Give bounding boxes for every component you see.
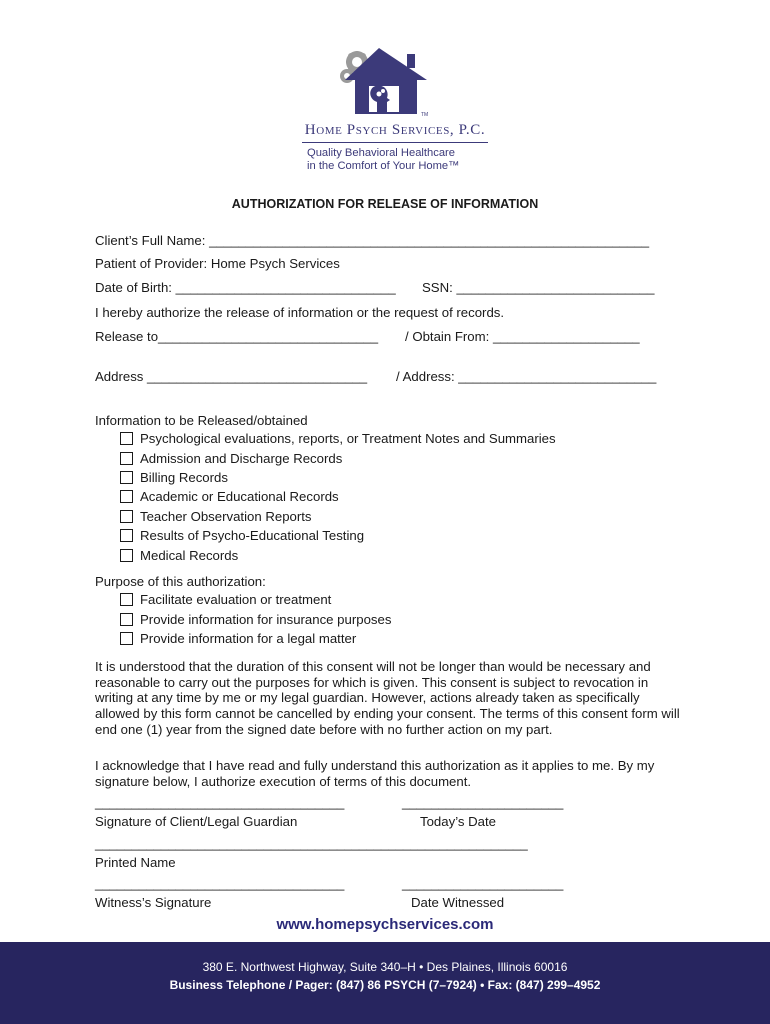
logo-divider <box>302 142 488 143</box>
printed-name-label: Printed Name <box>95 855 176 870</box>
info-item-label: Billing Records <box>140 469 228 485</box>
website-link[interactable]: www.homepsychservices.com <box>276 916 494 933</box>
info-item[interactable] <box>120 429 556 448</box>
client-signature-line[interactable]: __________________________________ <box>95 795 345 810</box>
info-item-label: Teacher Observation Reports <box>140 508 312 524</box>
info-item-label: Results of Psycho-Educational Testing <box>140 528 365 544</box>
consent-duration-paragraph: It is understood that the duration of this consent will not be longer than would be necessary and reasonable to carry out the purposes for which is given. This consent is subject to revocation in writing at any time by me or my legal guardian. However, actions already taken as specifically allowed by this form cannot be cancelled by ending your consent. The terms of this consent form will end one (1) year from the signed date before with no further action on my part. <box>95 659 680 737</box>
todays-date-line[interactable]: ______________________ <box>402 795 564 810</box>
house-gear-logo-icon <box>295 40 495 118</box>
company-name: Home Psych Services, P.C. <box>304 122 486 138</box>
date-of-birth-field[interactable]: Date of Birth: ______________________________ <box>95 280 396 295</box>
authorization-statement: I hereby authorize the release of information or the request of records. <box>95 305 505 320</box>
purpose-item[interactable] <box>120 590 391 609</box>
footer-bar <box>0 942 770 1024</box>
info-item[interactable] <box>120 448 556 467</box>
info-item[interactable] <box>120 468 556 487</box>
info-item[interactable] <box>120 526 556 545</box>
witness-signature-label: Witness’s Signature <box>95 895 212 910</box>
release-to-field[interactable]: Release to______________________________ <box>95 329 379 344</box>
trademark-mark: TM <box>421 112 429 118</box>
purpose-item-label: Provide information for a legal matter <box>140 630 357 646</box>
patient-of-provider: Patient of Provider: Home Psych Services <box>95 256 340 271</box>
checkbox[interactable] <box>120 490 133 503</box>
checkbox[interactable] <box>120 593 133 606</box>
checkbox[interactable] <box>120 432 133 445</box>
checkbox[interactable] <box>120 471 133 484</box>
purpose-item-label: Provide information for insurance purposes <box>140 611 392 627</box>
checkbox[interactable] <box>120 529 133 542</box>
tagline-line-2: in the Comfort of Your Home™ <box>307 160 460 172</box>
purpose-section-heading: Purpose of this authorization: <box>95 574 266 589</box>
purpose-item-label: Facilitate evaluation or treatment <box>140 592 332 608</box>
checkbox[interactable] <box>120 452 133 465</box>
info-item-label: Academic or Educational Records <box>140 489 339 505</box>
signature-label: Signature of Client/Legal Guardian <box>95 814 298 829</box>
info-item[interactable] <box>120 545 556 564</box>
info-item[interactable] <box>120 507 556 526</box>
form-title: AUTHORIZATION FOR RELEASE OF INFORMATION <box>231 197 539 211</box>
info-item-label: Psychological evaluations, reports, or Treatment Notes and Summaries <box>140 431 556 447</box>
todays-date-label: Today’s Date <box>420 814 496 829</box>
info-item[interactable] <box>120 487 556 506</box>
purpose-item[interactable] <box>120 609 391 628</box>
obtain-address-field[interactable]: / Address: ___________________________ <box>396 369 657 384</box>
info-section-heading: Information to be Released/obtained <box>95 413 308 428</box>
release-address-field[interactable]: Address ______________________________ <box>95 369 368 384</box>
checkbox[interactable] <box>120 549 133 562</box>
info-checklist <box>120 429 556 565</box>
date-witnessed-label: Date Witnessed <box>411 895 505 910</box>
company-logo <box>295 40 495 173</box>
date-witnessed-line[interactable]: ______________________ <box>402 876 564 891</box>
printed-name-line[interactable]: ___________________________________________________________ <box>95 836 528 851</box>
info-item-label: Admission and Discharge Records <box>140 450 343 466</box>
purpose-checklist <box>120 590 391 648</box>
tagline-line-1: Quality Behavioral Healthcare <box>307 147 455 159</box>
checkbox[interactable] <box>120 613 133 626</box>
checkbox[interactable] <box>120 632 133 645</box>
info-item-label: Medical Records <box>140 547 239 563</box>
client-full-name-field[interactable]: Client’s Full Name: ____________________________________________________________ <box>95 233 650 248</box>
footer-phone: Business Telephone / Pager: (847) 86 PSYCH (7–7924) • Fax: (847) 299–4952 <box>169 978 601 992</box>
checkbox[interactable] <box>120 510 133 523</box>
ssn-field[interactable]: SSN: ___________________________ <box>422 280 655 295</box>
witness-signature-line[interactable]: __________________________________ <box>95 876 345 891</box>
obtain-from-field[interactable]: / Obtain From: ____________________ <box>405 329 640 344</box>
acknowledgement-paragraph: I acknowledge that I have read and fully understand this authorization as it applies to me. By my signature below, I authorize execution of terms of this document. <box>95 758 655 789</box>
footer-address: 380 E. Northwest Highway, Suite 340–H • Des Plaines, Illinois 60016 <box>202 960 568 974</box>
purpose-item[interactable] <box>120 629 391 648</box>
